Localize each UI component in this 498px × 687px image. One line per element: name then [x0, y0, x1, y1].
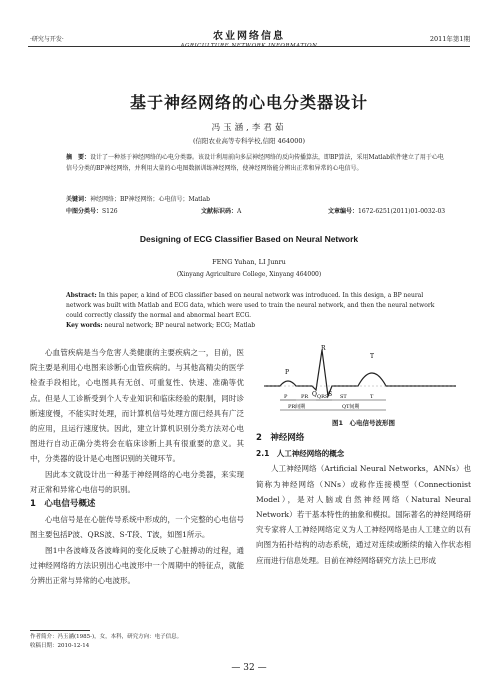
paragraph: 心电信号是在心脏传导系统中形成的，一个完整的心电信号图主要包括P波、QRS波、S-T段、T波，如图1所示。	[30, 515, 244, 540]
keywords-en-text: neural network; BP neural network; ECG; Matlab	[104, 322, 256, 329]
header-divider	[28, 46, 470, 47]
label-qt-interval: QT间期	[342, 404, 360, 410]
abstract-text: 设计了一种基于神经网络的心电分类器。该设计利用前向多层神经网络的反向传播算法，即BP算法，采用Matlab软件建立了用于心电信号分类的BP神经网络，并利用大量的心电图数据训练神经网络，使神经网络能分辨出正常和异常的心电信号。	[66, 154, 444, 172]
label-r: R	[321, 345, 326, 352]
section-heading: 1 心电信号概述	[30, 499, 96, 510]
class-label: 中图分类号：	[66, 208, 103, 215]
body-left-column	[30, 345, 244, 588]
label-pr: PR	[301, 394, 309, 400]
page-number: — 32 —	[231, 663, 267, 673]
figure-caption: 图1 心电信号波形图	[331, 419, 396, 427]
label-t-seg: T	[370, 394, 374, 400]
paragraph: 图1中各波峰及各波峰间的变化反映了心脏搏动的过程，通过神经网络的方法识别出心电波形中一个周期中的特征点，就能分辨出正常与异常的心电波形。	[30, 545, 244, 586]
keywords-cn	[66, 194, 210, 203]
article-title: 基于神经网络的心电分类器设计	[129, 93, 368, 112]
class-number	[66, 206, 118, 215]
article-no-label: 文章编号：	[328, 208, 359, 215]
doc-label: 文献标识码：	[201, 208, 238, 215]
abstract-en-label: Abstract:	[66, 292, 97, 299]
article-number	[328, 206, 445, 215]
doc-code	[201, 206, 241, 215]
keywords-en	[66, 322, 255, 329]
issue-label: 2011年第1期	[429, 35, 470, 43]
abstract-en	[66, 291, 444, 321]
footnote-divider	[30, 630, 90, 631]
ecg-waveform-svg	[262, 344, 458, 416]
doc-value: A	[237, 208, 242, 215]
english-affiliation: (Xinyang Agriculture College, Xinyang 464000)	[176, 271, 322, 278]
section-heading: 2 神经网络	[256, 433, 305, 443]
abstract-cn	[66, 153, 444, 174]
paragraph: 心血管疾病是当今危害人类健康的主要疾病之一，目前，医院主要是利用心电图来诊断心血管疾病的。与其他高精尖的医学检查手段相比，心电图具有无创、可重复性、快速、准确等优点。但是人工诊断受到个人专业知识和临床经验的限制，同时诊断速度慢，不能实时处理，而计算机信号处理方面已经具有广泛的应用，且运行速度快。因此，建立计算机识别分类方法对心电图进行自动正确分类将会在临床诊断上具有很重要的意义。其中，分类器的设计是心电图识别的关键环节。	[30, 348, 244, 464]
abstract-label: 摘 要：	[66, 154, 91, 161]
journal-name-en: AGRICULTURE NETWORK INFORMATION	[180, 43, 318, 49]
paragraph: 因此本文就设计出一种基于神经网络的心电分类器，来实现对正常和异常心电信号的识别。	[30, 469, 244, 494]
subsection-heading: 2.1 人工神经网络的概念	[256, 449, 345, 459]
keywords-text: 神经网络；BP神经网络；心电信号；Matlab	[90, 196, 210, 203]
keywords-label: 关键词：	[66, 196, 91, 203]
article-no-value: 1672-6251(2011)01-0032-03	[358, 208, 446, 215]
label-s: S	[328, 391, 333, 398]
label-q: Q	[312, 391, 317, 398]
english-authors: FENG Yuhan, LI Junru	[212, 258, 286, 266]
class-value: S126	[102, 208, 118, 215]
label-t: T	[370, 353, 375, 360]
label-p: P	[285, 369, 290, 376]
english-title: Designing of ECG Classifier Based on Neural Network	[139, 234, 359, 244]
section-label: ·研究与开发·	[30, 36, 64, 43]
article-affiliation: (信阳农业高等专科学校,信阳 464000)	[192, 137, 306, 145]
journal-name-cn: 农业网络信息	[213, 31, 285, 42]
label-p-seg: P	[284, 394, 288, 400]
label-st: ST	[340, 394, 347, 400]
label-qrs: QRS	[317, 394, 329, 400]
received-date: 收稿日期：2010-12-14	[30, 643, 90, 649]
ecg-trace	[264, 350, 456, 396]
article-authors: 冯玉涵,李君茹	[211, 123, 287, 133]
paragraph: 人工神经网络（Artificial Neural Networks，ANNs）也简称为神经网络（NNs）或称作连接模型（Connectionist Model），是对人脑或自然神经网络（Natural Neural Network）若干基本特性的抽象和模拟。国际著名的神经网络研究专家将人工神经网络定义为人工神经网络是由人工建立的以有向图为拓扑结构的动态系统，通过对连续或断续的输入作状态相应而进行信息处理。目前在神经网络研究方法上已形成	[256, 464, 471, 565]
body-right-column	[256, 431, 471, 568]
label-pr-interval: PR间期	[288, 404, 306, 410]
author-info: 作者简介：冯玉涵(1985-)，女，本科，研究方向：电子信息。	[30, 634, 183, 640]
footnote	[30, 633, 182, 651]
ecg-waveform-figure	[262, 344, 458, 416]
keywords-en-label: Key words:	[66, 322, 103, 329]
abstract-en-text: In this paper, a kind of ECG classifier based on neural network was introduced. In this design, a BP neural network was built with Matlab and ECG data, which were used to train the neural network, and then the neural network could correctly classify the normal and abnormal heart ECG.	[66, 292, 435, 319]
